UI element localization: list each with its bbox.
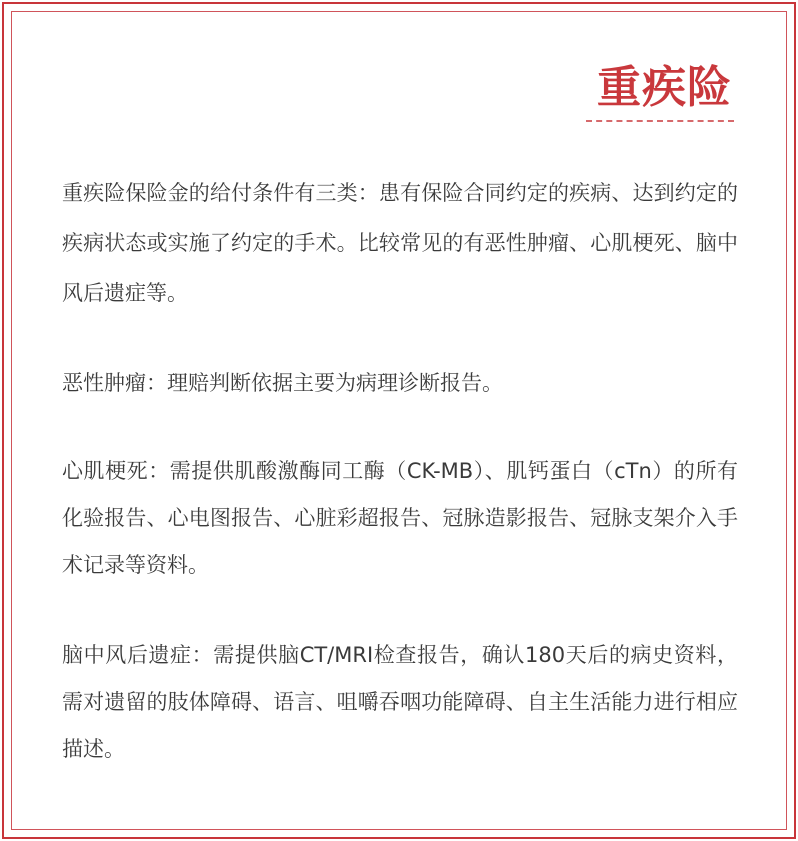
stroke-sequelae-paragraph: 脑中风后遗症：需提供脑CT/MRI检查报告，确认180天后的病史资料，需对遗留的肢体障碍、语言、咀嚼吞咽功能障碍、自主生活能力进行相应描述。 xyxy=(62,643,738,761)
myocardial-infarction-paragraph: 心肌梗死：需提供肌酸激酶同工酶（CK-MB）、肌钙蛋白（cTn）的所有化验报告、心电图报告、心脏彩超报告、冠脉造影报告、冠脉支架介入手术记录等资料。 xyxy=(62,459,738,577)
malignant-tumor-paragraph: 恶性肿瘤：理赔判断依据主要为病理诊断报告。 xyxy=(62,371,503,395)
title-dashed-underline xyxy=(586,120,734,122)
article-body xyxy=(62,168,738,813)
intro-paragraph: 重疾险保险金的给付条件有三类：患有保险合同约定的疾病、达到约定的疾病状态或实施了约定的手术。比较常见的有恶性肿瘤、心肌梗死、脑中风后遗症等。 xyxy=(62,181,738,305)
page-title: 重疾险 xyxy=(597,62,732,113)
